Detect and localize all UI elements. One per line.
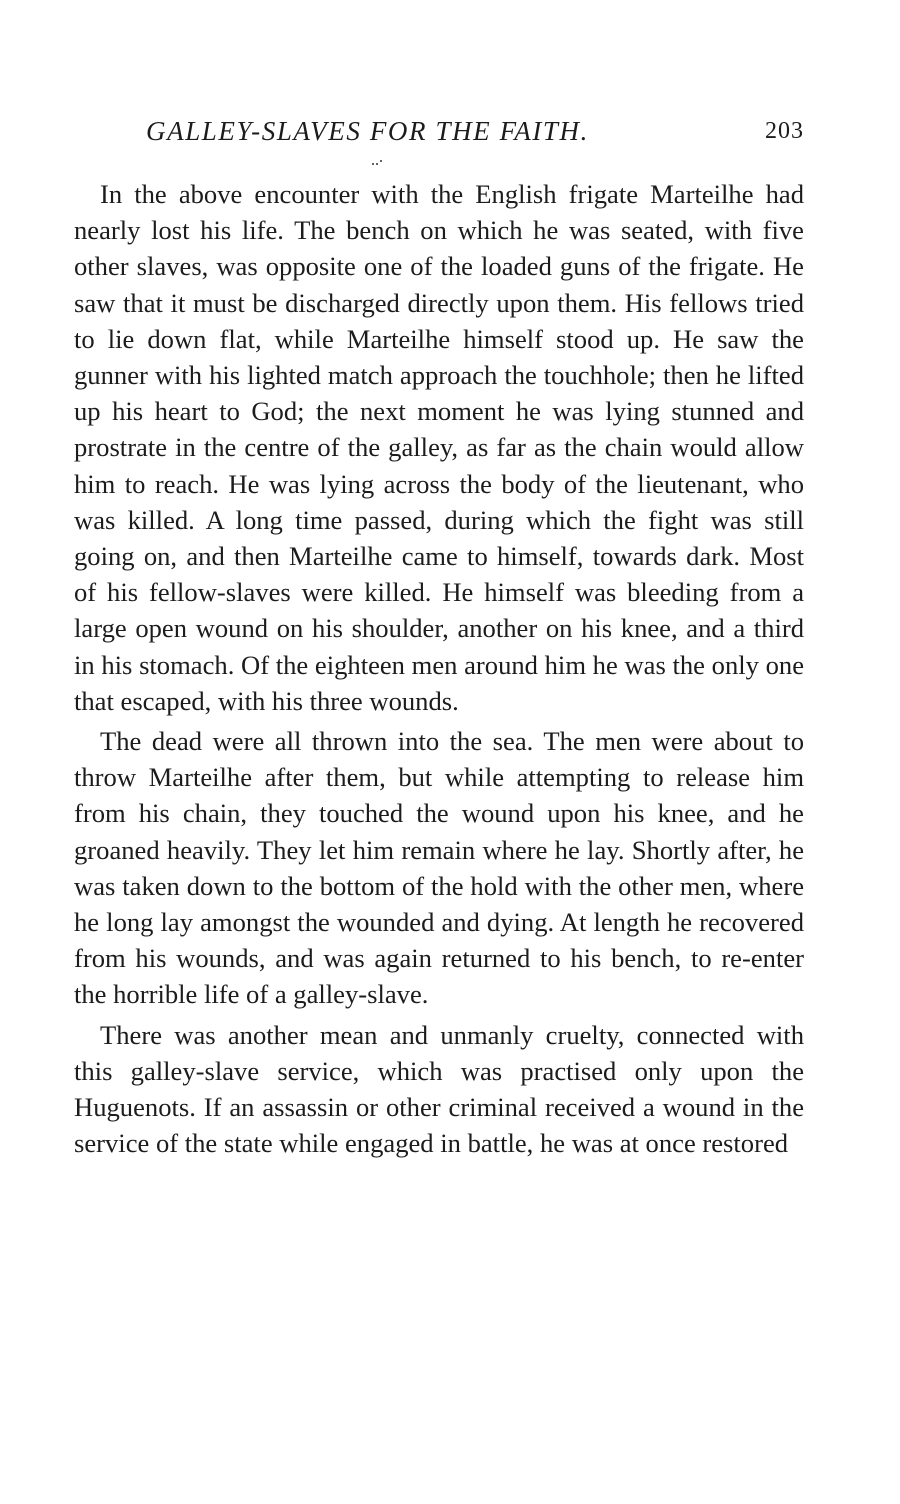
paragraph-3: There was another mean and unmanly cruelty, connected with this galley-slave service, which was practised only upon the Huguenots. If an assassin or other criminal received a wound in the service of the state while engaged in battle, he was at once restored — [74, 1019, 804, 1159]
paragraph-2: The dead were all thrown into the sea. The men were about to throw Marteilhe after them, but while attempting to release him from his chain, they touched the wound upon his knee, and he groaned heavily. They let him remain where he lay. Shortly after, he was taken down to the bottom of the hold with the other men, where he long lay amongst the wounded and dying. At length he recovered from his wounds, and was again returned to his bench, to re-enter the horrible life of a galley-slave. — [74, 726, 804, 1010]
page-header — [74, 116, 804, 152]
book-page — [74, 0, 804, 1504]
page-number: 203 — [765, 118, 804, 144]
body-text — [74, 176, 804, 1161]
paragraph-1: In the above encounter with the English frigate Marteilhe had nearly lost his life. The bench on which he was seated, with five other slaves, was opposite one of the loaded guns of the frigate. He saw that it must be discharged directly upon them. His fellows tried to lie down flat, while Marteilhe himself stood up. He saw the gunner with his lighted match approach the touchhole; then he lifted up his heart to God; the next moment he was lying stunned and prostrate in the centre of the galley, as far as the chain would allow him to reach. He was lying across the body of the lieutenant, who was killed. A long time passed, during which the fight was still going on, and then Marteilhe came to himself, towards dark. Most of his fellow-slaves were killed. He himself was bleeding from a large open wound on his shoulder, another on his knee, and a third in his stomach. Of the eighteen men around him he was the only one that escaped, with his three wounds. — [74, 179, 804, 716]
running-title: GALLEY-SLAVES FOR THE FAITH. — [146, 116, 589, 146]
print-speck — [372, 160, 382, 166]
